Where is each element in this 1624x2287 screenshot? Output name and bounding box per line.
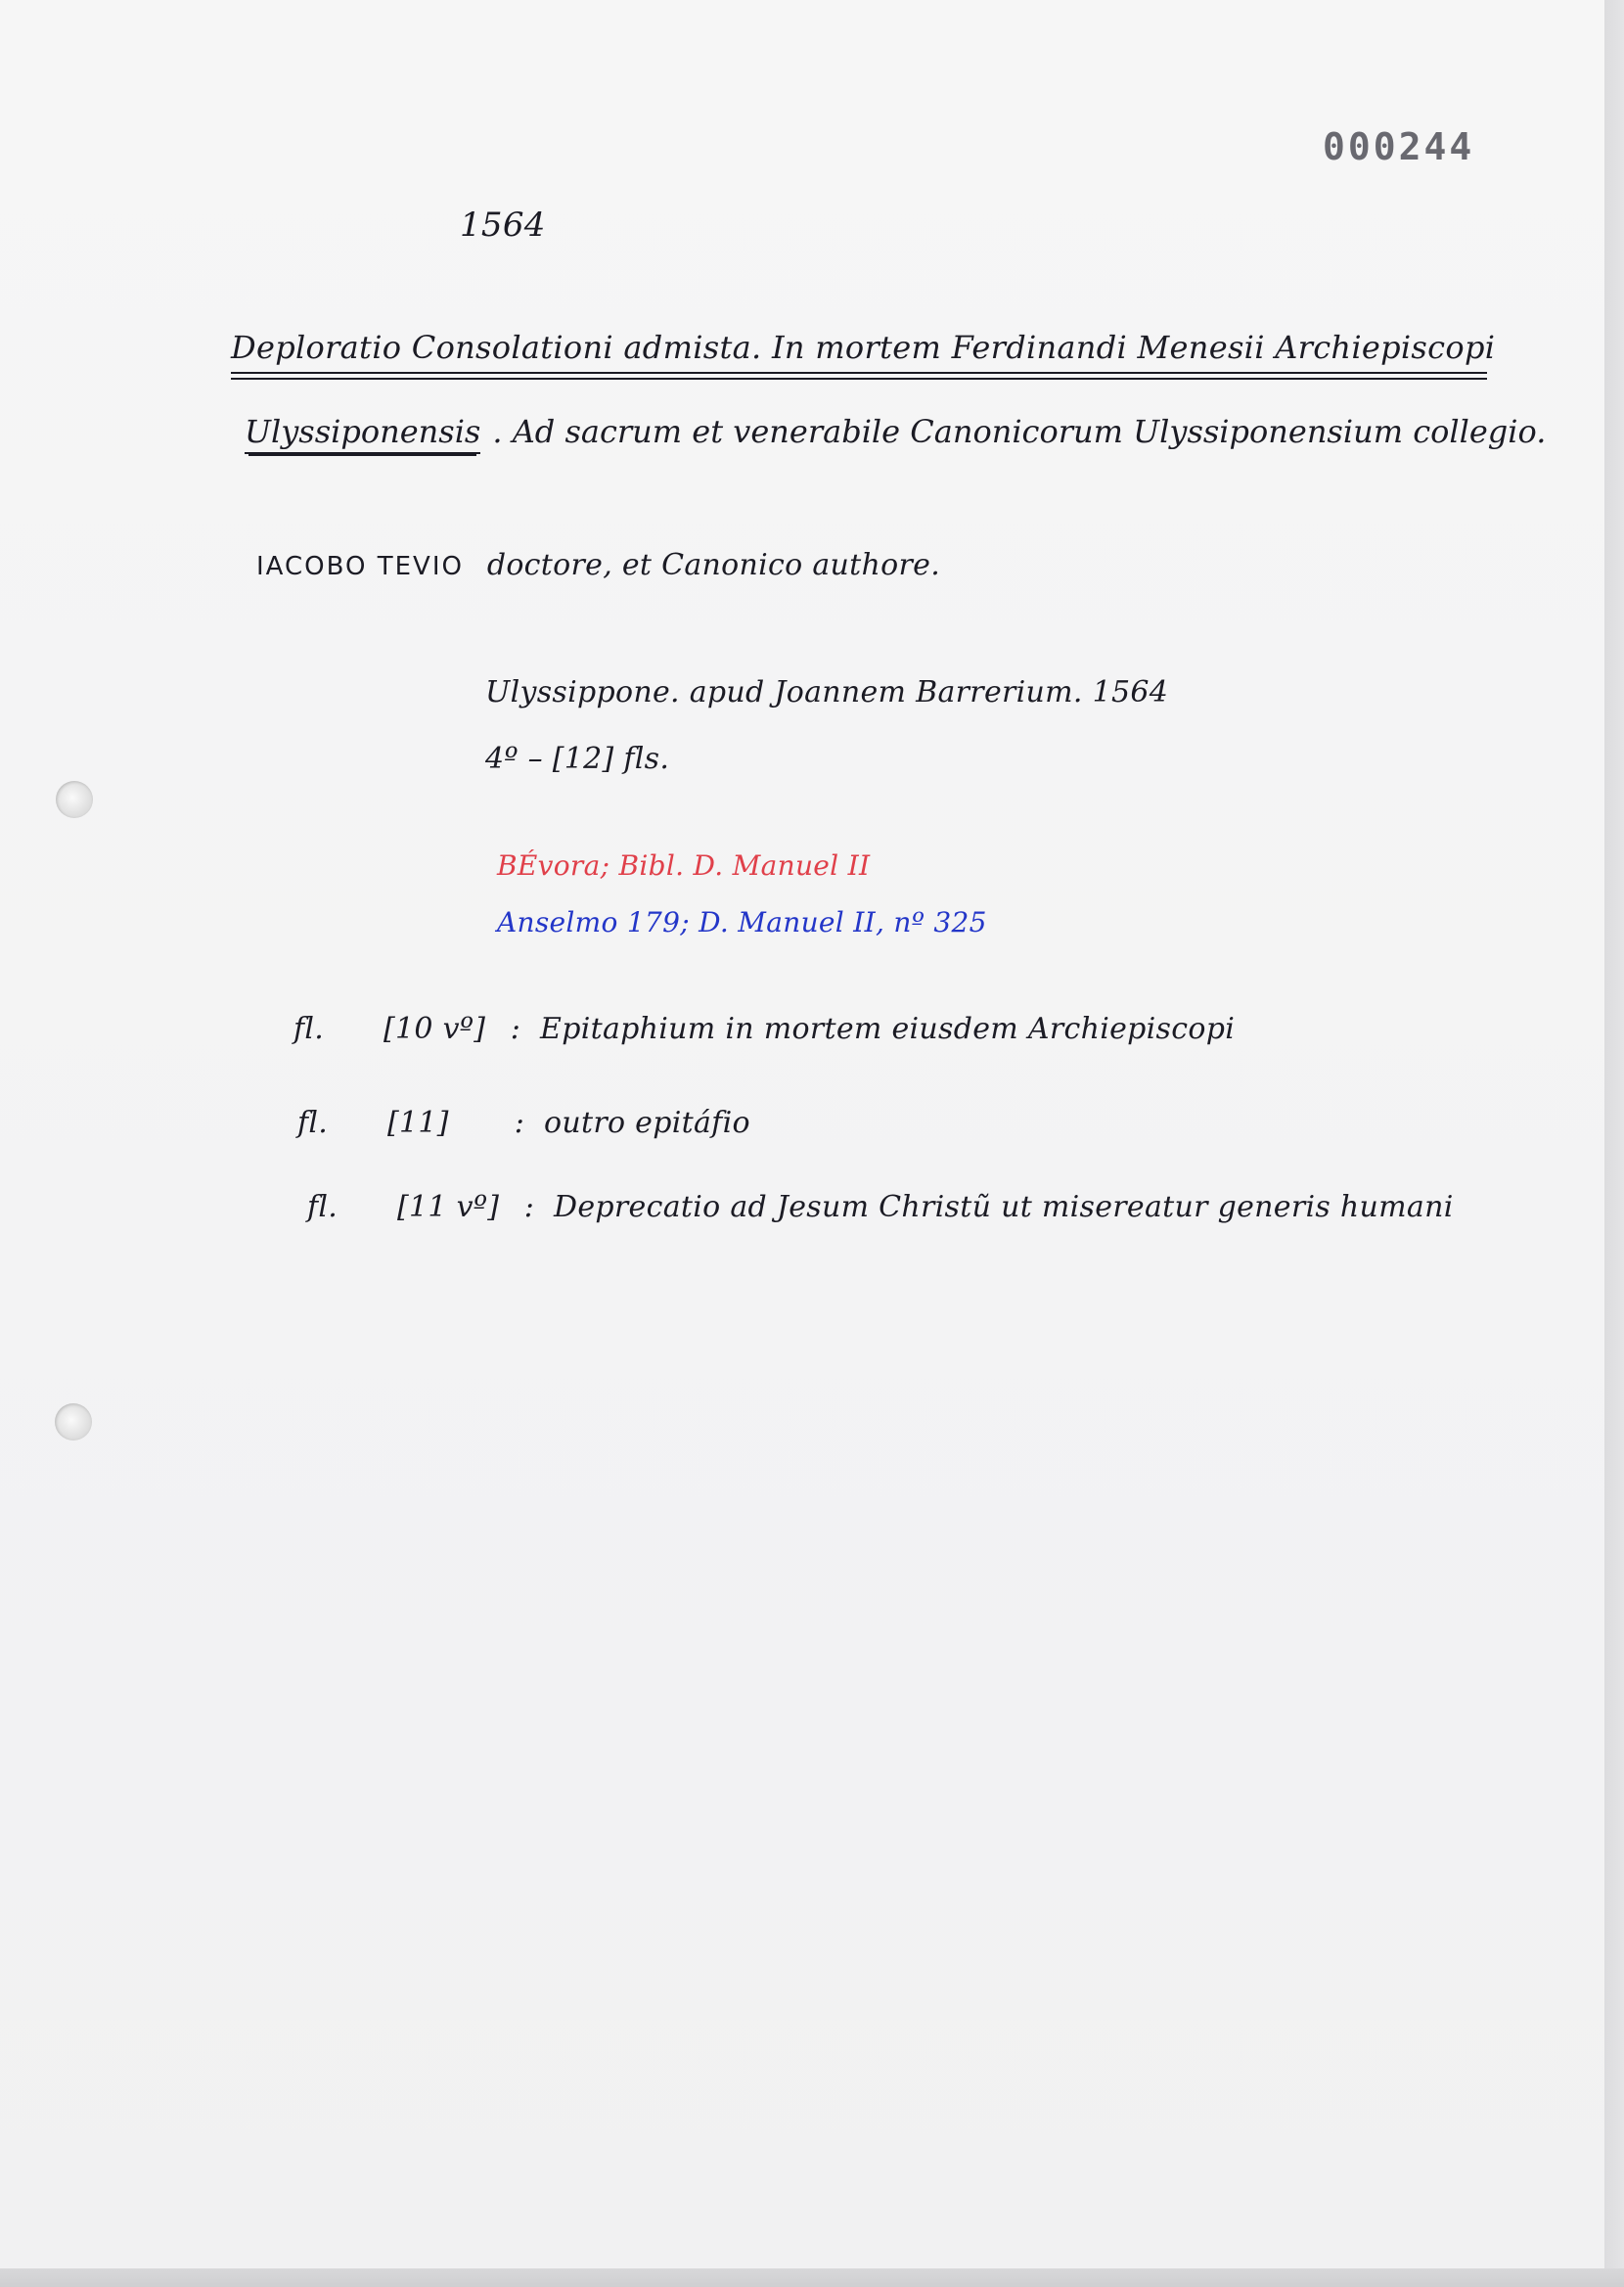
folio-text: Deprecatio ad Jesum Christũ ut misereatur generis humani xyxy=(554,1190,1454,1224)
year: 1564 xyxy=(460,206,546,245)
punch-hole xyxy=(56,781,93,818)
folio-label: fl. xyxy=(297,1106,329,1140)
folio-separator: : xyxy=(510,1012,521,1046)
imprint: Ulyssippone. apud Joannem Barrerium. 1564 xyxy=(485,675,1169,709)
scan-edge-bottom xyxy=(0,2268,1624,2287)
folio-label: fl. xyxy=(293,1012,325,1046)
title-place: Ulyssiponensis xyxy=(245,413,480,454)
folio-ref: [11] xyxy=(387,1106,449,1140)
folio-entry xyxy=(297,1106,750,1140)
folio-separator: : xyxy=(514,1106,525,1140)
folio-text: Epitaphium in mortem eiusdem Archiepiscopi xyxy=(540,1012,1236,1046)
title-underline xyxy=(231,372,1487,374)
folio-ref: [10 vº] xyxy=(383,1012,486,1046)
title-line-1: Deploratio Consolationi admista. In mortem Ferdinandi Menesii Archiepiscopi xyxy=(231,329,1496,366)
folio-separator: : xyxy=(523,1190,535,1224)
location-reference: BÉvora; Bibl. D. Manuel II xyxy=(497,849,871,882)
stamp-number: 000244 xyxy=(1323,125,1475,168)
scan-edge-right xyxy=(1604,0,1624,2287)
author-name: IACOBO TEVIO xyxy=(256,552,464,581)
title-underline xyxy=(231,378,1487,380)
catalogue-reference: Anselmo 179; D. Manuel II, nº 325 xyxy=(497,906,987,938)
author-line xyxy=(256,548,940,582)
folio-entry xyxy=(293,1012,1235,1046)
title-rest: . Ad sacrum et venerabile Canonicorum Ulyssiponensium collegio. xyxy=(492,413,1547,450)
folio-label: fl. xyxy=(307,1190,338,1224)
folio-entry xyxy=(307,1190,1454,1224)
format: 4º – [12] fls. xyxy=(485,742,670,776)
title-line-2 xyxy=(245,413,1546,454)
folio-text: outro epitáfio xyxy=(544,1106,750,1140)
punch-hole xyxy=(55,1403,92,1441)
folio-ref: [11 vº] xyxy=(397,1190,500,1224)
author-role: doctore, et Canonico authore. xyxy=(486,548,941,582)
